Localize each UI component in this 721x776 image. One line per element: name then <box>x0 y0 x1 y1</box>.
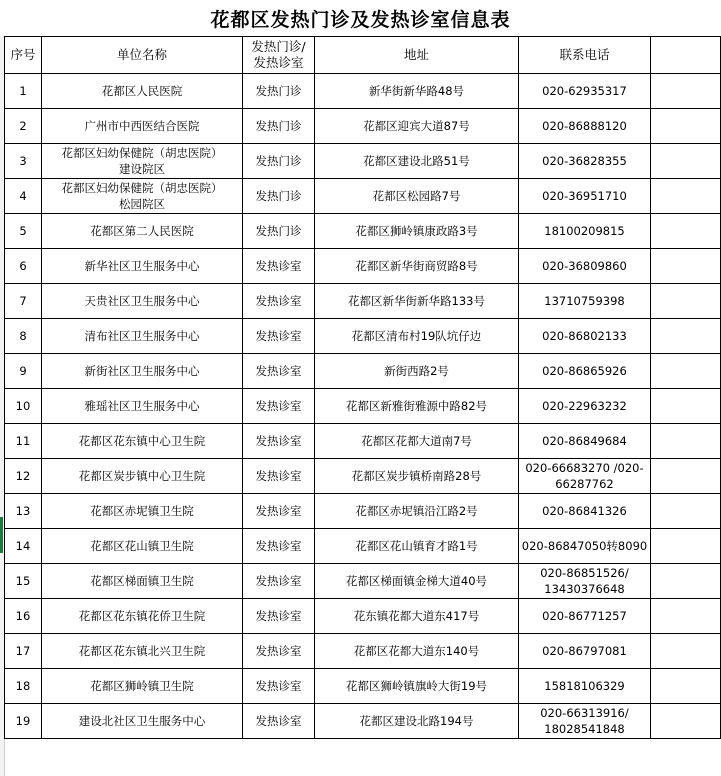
cell-type[interactable]: 发热门诊 <box>243 214 315 249</box>
cell-index[interactable]: 10 <box>5 389 42 424</box>
table-row <box>5 214 721 249</box>
cell-empty[interactable] <box>651 249 721 284</box>
cell-type[interactable]: 发热诊室 <box>243 389 315 424</box>
table-row <box>5 459 721 494</box>
header-unit[interactable]: 单位名称 <box>42 37 243 74</box>
cell-unit[interactable]: 花都区人民医院 <box>42 74 243 109</box>
cell-index[interactable]: 9 <box>5 354 42 389</box>
cell-empty[interactable] <box>651 669 721 704</box>
cell-type[interactable]: 发热诊室 <box>243 564 315 599</box>
cell-index[interactable]: 5 <box>5 214 42 249</box>
cell-index[interactable]: 14 <box>5 529 42 564</box>
cell-address[interactable]: 新华街新华路48号 <box>315 74 519 109</box>
table-row <box>5 109 721 144</box>
cell-index[interactable]: 19 <box>5 704 42 739</box>
table-row <box>5 424 721 459</box>
cell-index[interactable]: 4 <box>5 179 42 214</box>
cell-empty[interactable] <box>651 389 721 424</box>
cell-type[interactable]: 发热诊室 <box>243 424 315 459</box>
cell-address[interactable]: 花都区建设北路194号 <box>315 704 519 739</box>
cell-phone[interactable]: 020-36828355 <box>519 144 651 179</box>
table-row <box>5 284 721 319</box>
cell-address[interactable]: 花都区梯面镇金梯大道40号 <box>315 564 519 599</box>
cell-address[interactable]: 花都区赤坭镇沿江路2号 <box>315 494 519 529</box>
cell-empty[interactable] <box>651 424 721 459</box>
cell-empty[interactable] <box>651 564 721 599</box>
cell-type[interactable]: 发热诊室 <box>243 634 315 669</box>
header-type[interactable]: 发热门诊/ 发热诊室 <box>243 37 315 74</box>
cell-unit[interactable]: 花都区妇幼保健院（胡忠医院） 松园院区 <box>42 179 243 214</box>
cell-address[interactable]: 新街西路2号 <box>315 354 519 389</box>
cell-type[interactable]: 发热诊室 <box>243 529 315 564</box>
cell-address[interactable]: 花都区迎宾大道87号 <box>315 109 519 144</box>
cell-empty[interactable] <box>651 74 721 109</box>
cell-index[interactable]: 2 <box>5 109 42 144</box>
cell-type[interactable]: 发热诊室 <box>243 494 315 529</box>
cell-type[interactable]: 发热诊室 <box>243 704 315 739</box>
table-row <box>5 144 721 179</box>
cell-phone[interactable]: 020-62935317 <box>519 74 651 109</box>
table-row <box>5 564 721 599</box>
cell-type[interactable]: 发热诊室 <box>243 284 315 319</box>
cell-unit[interactable]: 新街社区卫生服务中心 <box>42 354 243 389</box>
cell-unit[interactable]: 花都区狮岭镇卫生院 <box>42 669 243 704</box>
header-empty[interactable] <box>651 37 721 74</box>
cell-phone[interactable]: 020-36809860 <box>519 249 651 284</box>
cell-unit[interactable]: 花都区妇幼保健院（胡忠医院） 建设院区 <box>42 144 243 179</box>
cell-unit[interactable]: 花都区花东镇花侨卫生院 <box>42 599 243 634</box>
cell-index[interactable]: 13 <box>5 494 42 529</box>
cell-address[interactable]: 花都区新华街新华路133号 <box>315 284 519 319</box>
cell-unit[interactable]: 花都区赤坭镇卫生院 <box>42 494 243 529</box>
cell-phone[interactable]: 020-86849684 <box>519 424 651 459</box>
table-row <box>5 249 721 284</box>
cell-empty[interactable] <box>651 459 721 494</box>
cell-address[interactable]: 花都区新华街商贸路8号 <box>315 249 519 284</box>
cell-type[interactable]: 发热诊室 <box>243 249 315 284</box>
table-row <box>5 389 721 424</box>
cell-phone[interactable]: 020-86802133 <box>519 319 651 354</box>
cell-type[interactable]: 发热门诊 <box>243 74 315 109</box>
header-phone[interactable]: 联系电话 <box>519 37 651 74</box>
cell-address[interactable]: 花都区狮岭镇康政路3号 <box>315 214 519 249</box>
cell-unit[interactable]: 花都区炭步镇中心卫生院 <box>42 459 243 494</box>
cell-empty[interactable] <box>651 704 721 739</box>
table-row <box>5 599 721 634</box>
table-row <box>5 494 721 529</box>
cell-address[interactable]: 花都区清布村19队坑仔边 <box>315 319 519 354</box>
cell-address[interactable]: 花都区新雅街雅源中路82号 <box>315 389 519 424</box>
cell-phone[interactable]: 020-86851526/ 13430376648 <box>519 564 651 599</box>
cell-index[interactable]: 8 <box>5 319 42 354</box>
header-index[interactable]: 序号 <box>5 37 42 74</box>
cell-type[interactable]: 发热门诊 <box>243 144 315 179</box>
cell-index[interactable]: 12 <box>5 459 42 494</box>
cell-address[interactable]: 花都区花都大道南7号 <box>315 424 519 459</box>
cell-type[interactable]: 发热诊室 <box>243 669 315 704</box>
cell-phone[interactable]: 020-86841326 <box>519 494 651 529</box>
cell-index[interactable]: 3 <box>5 144 42 179</box>
cell-unit[interactable]: 花都区花山镇卫生院 <box>42 529 243 564</box>
cell-empty[interactable] <box>651 109 721 144</box>
cell-empty[interactable] <box>651 214 721 249</box>
cell-index[interactable]: 16 <box>5 599 42 634</box>
table-row <box>5 354 721 389</box>
cell-phone[interactable]: 13710759398 <box>519 284 651 319</box>
cell-unit[interactable]: 清布社区卫生服务中心 <box>42 319 243 354</box>
cell-address[interactable]: 花都区狮岭镇旗岭大街19号 <box>315 669 519 704</box>
cell-empty[interactable] <box>651 634 721 669</box>
cell-type[interactable]: 发热诊室 <box>243 599 315 634</box>
cell-phone[interactable]: 020-86797081 <box>519 634 651 669</box>
cell-type[interactable]: 发热门诊 <box>243 179 315 214</box>
cell-index[interactable]: 6 <box>5 249 42 284</box>
cell-address[interactable]: 花都区松园路7号 <box>315 179 519 214</box>
header-address[interactable]: 地址 <box>315 37 519 74</box>
selected-row-indicator <box>0 517 3 553</box>
table-row <box>5 669 721 704</box>
table-row <box>5 529 721 564</box>
cell-type[interactable]: 发热诊室 <box>243 459 315 494</box>
cell-empty[interactable] <box>651 599 721 634</box>
cell-empty[interactable] <box>651 494 721 529</box>
cell-unit[interactable]: 建设北社区卫生服务中心 <box>42 704 243 739</box>
cell-phone[interactable]: 15818106329 <box>519 669 651 704</box>
info-table <box>4 36 721 739</box>
cell-empty[interactable] <box>651 529 721 564</box>
cell-unit[interactable]: 花都区梯面镇卫生院 <box>42 564 243 599</box>
cell-type[interactable]: 发热诊室 <box>243 319 315 354</box>
cell-index[interactable]: 18 <box>5 669 42 704</box>
cell-empty[interactable] <box>651 319 721 354</box>
cell-phone[interactable]: 020-86888120 <box>519 109 651 144</box>
cell-empty[interactable] <box>651 179 721 214</box>
cell-phone[interactable]: 020-86847050转8090 <box>519 529 651 564</box>
header-row <box>5 37 721 74</box>
cell-index[interactable]: 17 <box>5 634 42 669</box>
page-title: 花都区发热门诊及发热诊室信息表 <box>210 8 511 31</box>
cell-unit[interactable]: 雅瑶社区卫生服务中心 <box>42 389 243 424</box>
cell-unit[interactable]: 花都区花东镇中心卫生院 <box>42 424 243 459</box>
cell-phone[interactable]: 020-66683270 /020- 66287762 <box>519 459 651 494</box>
cell-index[interactable]: 11 <box>5 424 42 459</box>
cell-index[interactable]: 7 <box>5 284 42 319</box>
table-row <box>5 634 721 669</box>
cell-address[interactable]: 花东镇花都大道东417号 <box>315 599 519 634</box>
cell-index[interactable]: 15 <box>5 564 42 599</box>
cell-address[interactable]: 花都区炭步镇桥南路28号 <box>315 459 519 494</box>
cell-phone[interactable]: 020-36951710 <box>519 179 651 214</box>
cell-unit[interactable]: 花都区花东镇北兴卫生院 <box>42 634 243 669</box>
cell-unit[interactable]: 新华社区卫生服务中心 <box>42 249 243 284</box>
cell-unit[interactable]: 花都区第二人民医院 <box>42 214 243 249</box>
cell-index[interactable]: 1 <box>5 74 42 109</box>
cell-unit[interactable]: 天贵社区卫生服务中心 <box>42 284 243 319</box>
cell-address[interactable]: 花都区花都大道东140号 <box>315 634 519 669</box>
cell-phone[interactable]: 020-86771257 <box>519 599 651 634</box>
table-row <box>5 704 721 739</box>
cell-empty[interactable] <box>651 284 721 319</box>
cell-unit[interactable]: 广州市中西医结合医院 <box>42 109 243 144</box>
cell-address[interactable]: 花都区花山镇育才路1号 <box>315 529 519 564</box>
cell-address[interactable]: 花都区建设北路51号 <box>315 144 519 179</box>
cell-type[interactable]: 发热诊室 <box>243 354 315 389</box>
cell-phone[interactable]: 020-66313916/ 18028541848 <box>519 704 651 739</box>
cell-phone[interactable]: 020-22963232 <box>519 389 651 424</box>
cell-type[interactable]: 发热门诊 <box>243 109 315 144</box>
table-row <box>5 74 721 109</box>
table-row <box>5 319 721 354</box>
cell-phone[interactable]: 18100209815 <box>519 214 651 249</box>
cell-phone[interactable]: 020-86865926 <box>519 354 651 389</box>
cell-empty[interactable] <box>651 354 721 389</box>
table-row <box>5 179 721 214</box>
cell-empty[interactable] <box>651 144 721 179</box>
